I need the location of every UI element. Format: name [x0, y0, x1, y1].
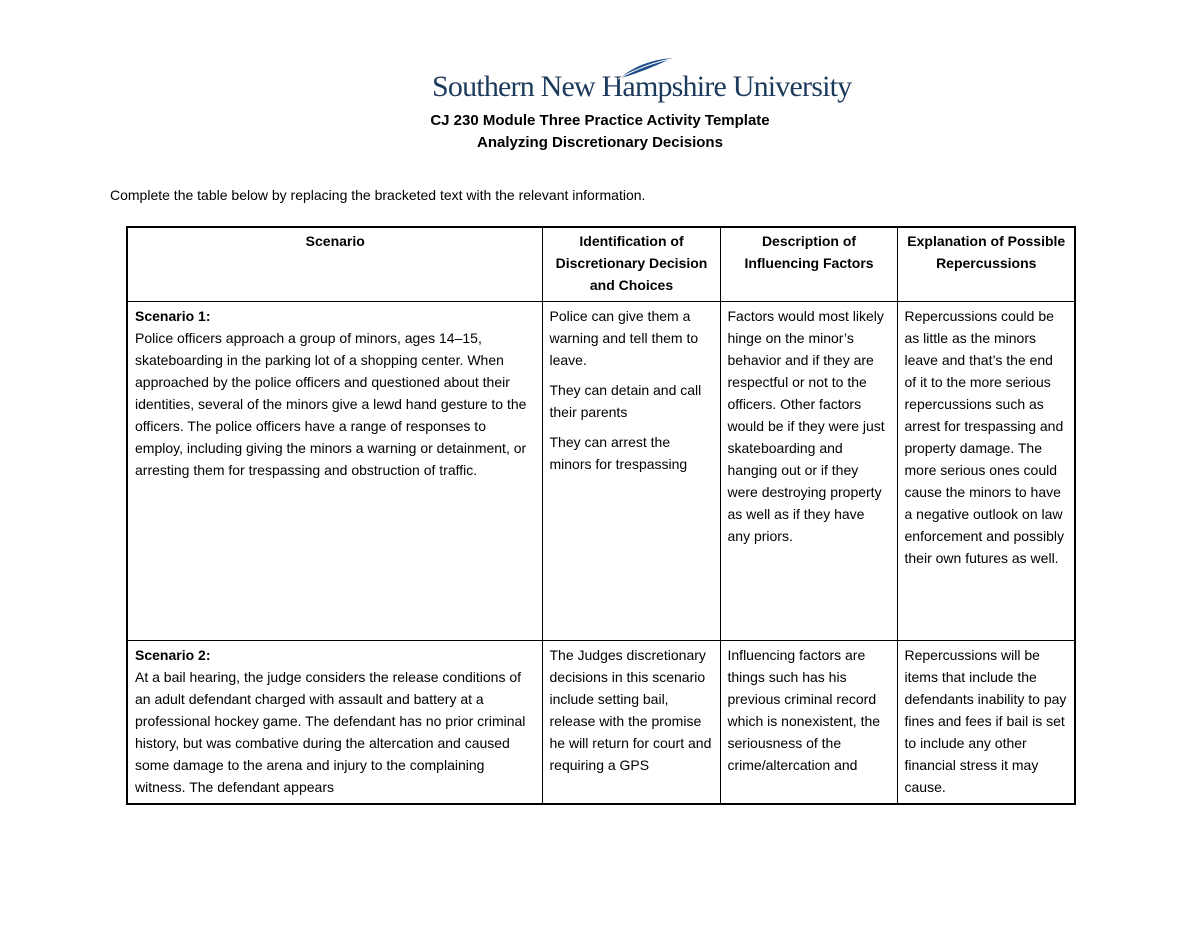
repercussions-cell: Repercussions could be as little as the minors leave and that’s the end of it to the more serious repercussions such as arrest for trespassing and property damage. The more serious ones could cause the minors to have a negative outlook on law enforcement and possibly their own futures as well.: [897, 302, 1075, 641]
document-header: [0, 110, 1200, 154]
factors-cell: Factors would most likely hinge on the minor’s behavior and if they are respectful or not to the officers. Other factors would be if they were just skateboarding and hanging out or if they were destroying property as well as if they have any priors.: [720, 302, 897, 641]
discretionary-decisions-table: [126, 226, 1076, 805]
scenario-text: At a bail hearing, the judge considers the release conditions of an adult defendant charged with assault and battery at a professional hockey game. The defendant has no prior criminal history, but was combative during the altercation and caused some damage to the arena and injury to the complaining witness. The defendant appears: [135, 669, 526, 795]
feather-quill-icon: [614, 56, 674, 80]
table-header-row: [127, 227, 1075, 302]
logo-wordmark: Southern New Hampshire University: [432, 70, 852, 103]
decision-item: Police can give them a warning and tell them to leave.: [549, 308, 699, 368]
header-scenario: Scenario: [127, 227, 542, 302]
scenario-text: Police officers approach a group of minors, ages 14–15, skateboarding in the parking lot of a shopping center. When approached by the police officers and questioned about their identities, several of the minors give a lewd hand gesture to the officers. The police officers have a range of responses to employ, including giving the minors a warning or detainment, or arresting them for trespassing and obstruction of traffic.: [135, 330, 527, 478]
header-influencing-factors: Description of Influencing Factors: [720, 227, 897, 302]
university-logo: [432, 56, 852, 106]
header-repercussions: Explanation of Possible Repercussions: [897, 227, 1075, 302]
repercussions-cell: Repercussions will be items that include the defendants inability to pay fines and fees if bail is set to include any other financial stress it may cause.: [897, 641, 1075, 805]
table-row: [127, 641, 1075, 805]
scenario-cell: [127, 641, 542, 805]
decisions-cell: [542, 302, 720, 641]
scenario-label: Scenario 2:: [135, 647, 211, 663]
table-row: [127, 302, 1075, 641]
header-identification: Identification of Discretionary Decision and Choices: [542, 227, 720, 302]
factors-cell: Influencing factors are things such has his previous criminal record which is nonexistent, the seriousness of the crime/altercation and: [720, 641, 897, 805]
decisions-cell: The Judges discretionary decisions in this scenario include setting bail, release with the promise he will return for court and requiring a GPS: [542, 641, 720, 805]
document-title: CJ 230 Module Three Practice Activity Template: [430, 112, 770, 129]
scenario-label: Scenario 1:: [135, 308, 211, 324]
instruction-text: Complete the table below by replacing the bracketed text with the relevant information.: [110, 187, 646, 203]
decision-item: They can arrest the minors for trespassing: [549, 434, 688, 472]
document-subtitle: Analyzing Discretionary Decisions: [477, 134, 723, 151]
scenario-cell: [127, 302, 542, 641]
decision-item: They can detain and call their parents: [549, 382, 702, 420]
